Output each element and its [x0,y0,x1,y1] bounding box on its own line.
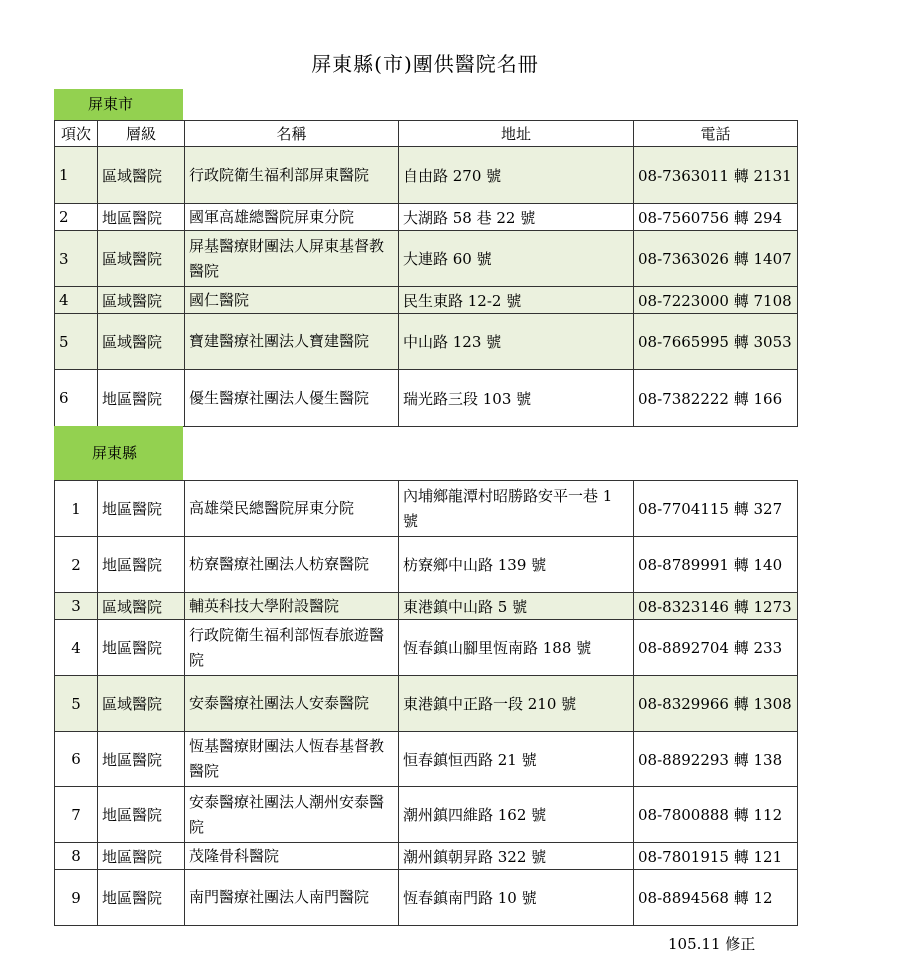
row-phone: 08-7801915 轉 121 [634,843,798,870]
hospital-table-city [54,120,798,427]
row-level: 地區醫院 [98,787,185,843]
row-no: 5 [55,676,98,732]
table-row [55,870,798,926]
row-name: 輔英科技大學附設醫院 [185,593,399,620]
row-name: 國軍高雄總醫院屏東分院 [185,204,399,231]
row-level: 區域醫院 [98,231,185,287]
row-no: 4 [55,620,98,676]
table-row [55,287,798,314]
row-address: 潮州鎮朝昇路 322 號 [399,843,634,870]
row-address: 瑞光路三段 103 號 [399,370,634,427]
row-level: 地區醫院 [98,537,185,593]
row-level: 地區醫院 [98,204,185,231]
table-row [55,732,798,787]
row-level: 區域醫院 [98,314,185,370]
row-phone: 08-7665995 轉 3053 [634,314,798,370]
row-phone: 08-7800888 轉 112 [634,787,798,843]
table-row [55,676,798,732]
table-row [55,314,798,370]
revision-note: 105.11 修正 [668,935,756,953]
row-name: 茂隆骨科醫院 [185,843,399,870]
table-row [55,231,798,287]
row-name: 國仁醫院 [185,287,399,314]
table-row [55,620,798,676]
row-address: 恆春鎮南門路 10 號 [399,870,634,926]
row-address: 大連路 60 號 [399,231,634,287]
header-level: 層級 [98,121,185,147]
row-no: 9 [55,870,98,926]
row-name: 枋寮醫療社團法人枋寮醫院 [185,537,399,593]
table-row [55,370,798,427]
row-phone: 08-7223000 轉 7108 [634,287,798,314]
table-row [55,147,798,204]
row-level: 地區醫院 [98,843,185,870]
row-level: 地區醫院 [98,620,185,676]
row-level: 地區醫院 [98,370,185,427]
row-no: 4 [55,287,98,314]
row-no: 3 [55,231,98,287]
row-no: 6 [55,732,98,787]
row-name: 南門醫療社團法人南門醫院 [185,870,399,926]
row-phone: 08-8323146 轉 1273 [634,593,798,620]
table-row [55,537,798,593]
row-name: 高雄榮民總醫院屏東分院 [185,481,399,537]
row-phone: 08-7363026 轉 1407 [634,231,798,287]
row-name: 寶建醫療社團法人寶建醫院 [185,314,399,370]
row-address: 內埔鄉龍潭村昭勝路安平一巷 1 號 [399,481,634,537]
row-name: 行政院衛生福利部屏東醫院 [185,147,399,204]
row-address: 枋寮鄉中山路 139 號 [399,537,634,593]
row-name: 屏基醫療財團法人屏東基督教醫院 [185,231,399,287]
table-row [55,593,798,620]
row-name: 恆基醫療財團法人恆春基督教醫院 [185,732,399,787]
row-address: 自由路 270 號 [399,147,634,204]
header-phone: 電話 [634,121,798,147]
row-level: 地區醫院 [98,481,185,537]
row-phone: 08-8892704 轉 233 [634,620,798,676]
row-phone: 08-8892293 轉 138 [634,732,798,787]
table-row [55,481,798,537]
row-address: 大湖路 58 巷 22 號 [399,204,634,231]
row-phone: 08-7704115 轉 327 [634,481,798,537]
section-label-pingtung-county: 屏東縣 [54,426,183,480]
hospital-table-county [54,480,798,926]
header-name: 名稱 [185,121,399,147]
page-title: 屏東縣(市)團供醫院名冊 [311,52,539,76]
row-no: 7 [55,787,98,843]
row-address: 潮州鎮四維路 162 號 [399,787,634,843]
row-phone: 08-7382222 轉 166 [634,370,798,427]
row-no: 6 [55,370,98,427]
row-address: 東港鎮中山路 5 號 [399,593,634,620]
row-no: 8 [55,843,98,870]
row-phone: 08-7363011 轉 2131 [634,147,798,204]
row-name: 安泰醫療社團法人潮州安泰醫院 [185,787,399,843]
table-row [55,787,798,843]
row-no: 2 [55,204,98,231]
header-no: 項次 [55,121,98,147]
row-phone: 08-8789991 轉 140 [634,537,798,593]
header-address: 地址 [399,121,634,147]
row-phone: 08-7560756 轉 294 [634,204,798,231]
row-address: 東港鎮中正路一段 210 號 [399,676,634,732]
row-phone: 08-8894568 轉 12 [634,870,798,926]
table-row [55,204,798,231]
row-level: 地區醫院 [98,732,185,787]
row-address: 恒春鎮恒西路 21 號 [399,732,634,787]
row-level: 區域醫院 [98,676,185,732]
row-phone: 08-8329966 轉 1308 [634,676,798,732]
row-no: 1 [55,147,98,204]
row-no: 5 [55,314,98,370]
row-name: 安泰醫療社團法人安泰醫院 [185,676,399,732]
row-no: 1 [55,481,98,537]
row-level: 地區醫院 [98,870,185,926]
row-address: 民生東路 12-2 號 [399,287,634,314]
row-address: 恆春鎮山腳里恆南路 188 號 [399,620,634,676]
row-no: 3 [55,593,98,620]
row-level: 區域醫院 [98,287,185,314]
row-level: 區域醫院 [98,593,185,620]
row-name: 行政院衛生福利部恆春旅遊醫院 [185,620,399,676]
table-header-row [55,121,798,147]
row-no: 2 [55,537,98,593]
row-address: 中山路 123 號 [399,314,634,370]
row-level: 區域醫院 [98,147,185,204]
table-row [55,843,798,870]
section-label-pingtung-city: 屏東市 [54,89,183,120]
row-name: 優生醫療社團法人優生醫院 [185,370,399,427]
